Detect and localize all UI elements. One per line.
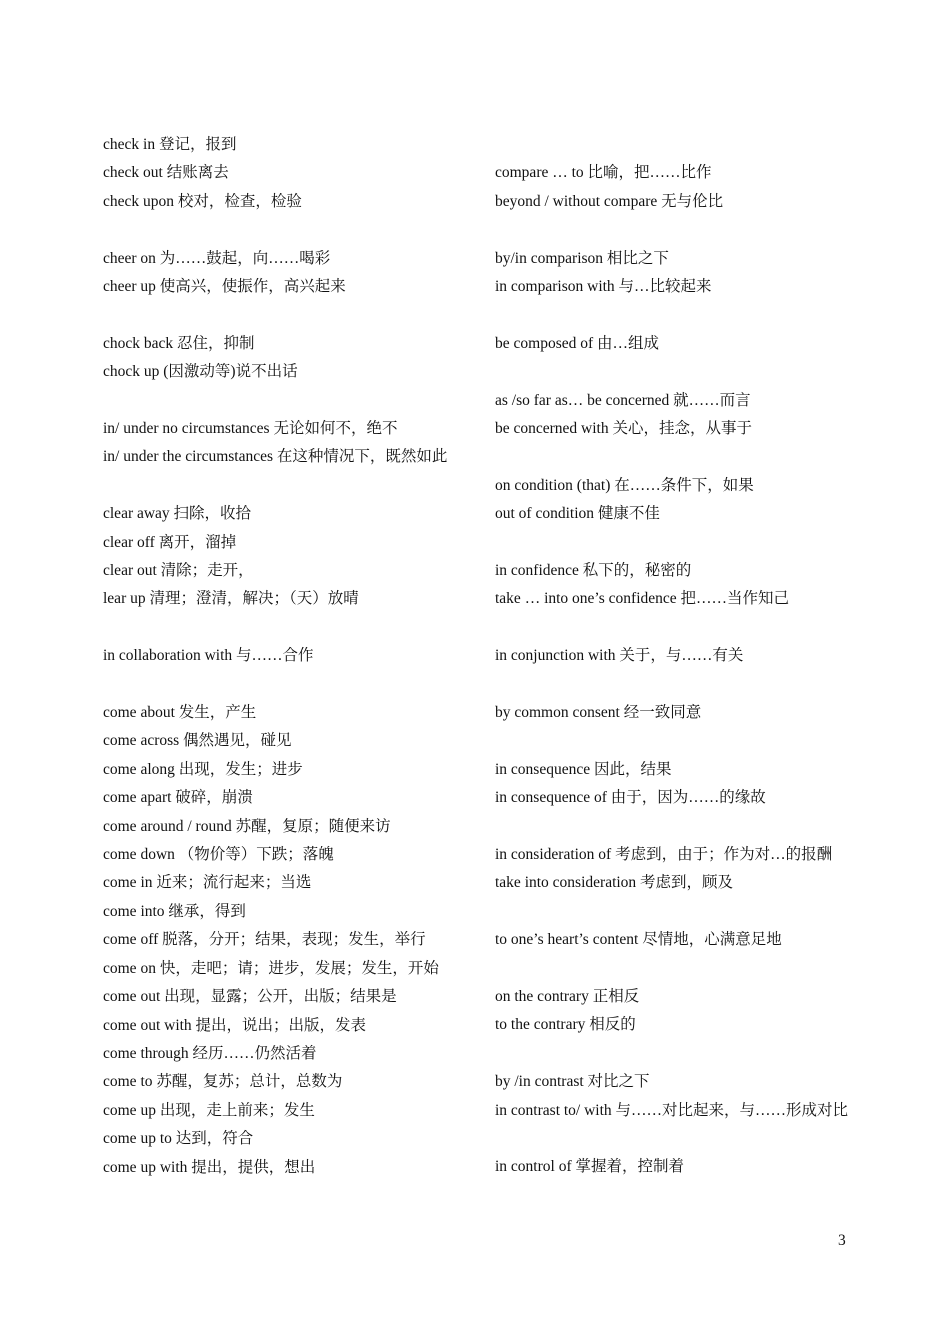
blank-line xyxy=(103,671,468,699)
phrase-entry: come up with 提出，提供，想出 xyxy=(103,1158,316,1176)
phrase-entry: come out 出现，显露；公开，出版；结果是 xyxy=(103,988,397,1006)
phrase-entry: come up 出现，走上前来；发生 xyxy=(103,1101,315,1119)
blank-line xyxy=(103,216,468,244)
page-number: 3 xyxy=(838,1232,846,1249)
phrase-entry: cheer on 为……鼓起，向……喝彩 xyxy=(103,249,331,267)
phrase-entry: out of condition 健康不佳 xyxy=(495,505,660,523)
blank-line xyxy=(103,301,468,329)
blank-line xyxy=(495,301,855,329)
phrase-entry: take into consideration 考虑到，顾及 xyxy=(495,874,734,892)
phrase-entry: check in 登记，报到 xyxy=(103,136,237,153)
phrase-entry: come through 经历……仍然活着 xyxy=(103,1044,317,1062)
phrase-entry: in control of 掌握着，控制着 xyxy=(495,1158,684,1176)
blank-line xyxy=(495,898,855,926)
phrase-entry: on condition (that) 在……条件下，如果 xyxy=(495,476,754,494)
blank-line xyxy=(495,443,855,471)
phrase-entry: come on 快，走吧；请；进步，发展；发生，开始 xyxy=(103,959,439,977)
phrase-entry: come in 近来；流行起来；当选 xyxy=(103,874,312,892)
phrase-entry: in comparison with 与…比较起来 xyxy=(495,278,712,295)
phrase-entry: by/in comparison 相比之下 xyxy=(495,249,669,267)
blank-line xyxy=(495,1125,855,1153)
phrase-entry: in confidence 私下的，秘密的 xyxy=(495,562,692,579)
blank-line xyxy=(495,529,855,557)
phrase-entry: take … into one’s confidence 把……当作知己 xyxy=(495,590,790,608)
phrase-entry: come out with 提出，说出；出版，发表 xyxy=(103,1016,367,1034)
phrase-entry: be composed of 由…组成 xyxy=(495,334,660,352)
phrase-entry: check upon 校对，检查，检验 xyxy=(103,192,302,210)
phrase-entry: in collaboration with 与……合作 xyxy=(103,647,314,665)
phrase-entry: chock up (因激动等)说不出话 xyxy=(103,363,298,381)
phrase-entry: be concerned with 关心，挂念，从事于 xyxy=(495,420,752,437)
phrase-entry: clear off 离开，溜掉 xyxy=(103,533,237,551)
phrase-entry: clear away 扫除，收拾 xyxy=(103,505,252,523)
phrase-entry: come apart 破碎，崩溃 xyxy=(103,789,253,807)
left-column xyxy=(103,131,468,1182)
phrase-entry: in/ under the circumstances 在这种情况下，既然如此 xyxy=(103,448,448,466)
phrase-entry: in consequence of 由于，因为……的缘故 xyxy=(495,789,766,807)
phrase-entry: compare … to 比喻，把……比作 xyxy=(495,164,712,182)
blank-line xyxy=(103,614,468,642)
blank-line xyxy=(495,727,855,755)
blank-line xyxy=(495,358,855,386)
phrase-entry: come down （物价等）下跌；落魄 xyxy=(103,846,334,864)
phrase-entry: by /in contrast 对比之下 xyxy=(495,1073,650,1091)
phrase-entry: come across 偶然遇见，碰见 xyxy=(103,732,292,750)
phrase-entry: come off 脱落，分开；结果，表现；发生，举行 xyxy=(103,931,426,949)
phrase-entry: chock back 忍住，抑制 xyxy=(103,334,255,352)
phrase-entry: come into 继承，得到 xyxy=(103,902,246,920)
phrase-entry: in consequence 因此，结果 xyxy=(495,760,672,778)
phrase-entry: in/ under no circumstances 无论如何不，绝不 xyxy=(103,420,398,438)
blank-line xyxy=(495,131,855,159)
blank-line xyxy=(495,1040,855,1068)
phrase-entry: by common consent 经一致同意 xyxy=(495,704,702,721)
phrase-entry: as /so far as… be concerned 就……而言 xyxy=(495,391,751,409)
phrase-entry: come around / round 苏醒，复原；随便来访 xyxy=(103,817,391,835)
phrase-entry: check out 结账离去 xyxy=(103,164,229,182)
phrase-entry: on the contrary 正相反 xyxy=(495,988,640,1005)
blank-line xyxy=(103,387,468,415)
phrase-entry: in contrast to/ with 与……对比起来，与……形成对比 xyxy=(495,1101,849,1119)
blank-line xyxy=(495,671,855,699)
right-column xyxy=(495,131,855,1182)
phrase-entry: in consideration of 考虑到，由于；作为对…的报酬 xyxy=(495,846,833,863)
blank-line xyxy=(495,614,855,642)
phrase-entry: cheer up 使高兴，使振作，高兴起来 xyxy=(103,278,346,296)
blank-line xyxy=(103,472,468,500)
phrase-entry: to the contrary 相反的 xyxy=(495,1016,636,1034)
phrase-entry: in conjunction with 关于，与……有关 xyxy=(495,647,744,665)
phrase-entry: lear up 清理；澄清，解决；（天）放晴 xyxy=(103,590,359,608)
phrase-entry: beyond / without compare 无与伦比 xyxy=(495,192,724,210)
blank-line xyxy=(495,216,855,244)
phrase-entry: come up to 达到，符合 xyxy=(103,1130,254,1148)
blank-line xyxy=(495,813,855,841)
phrase-entry: come about 发生，产生 xyxy=(103,704,257,722)
blank-line xyxy=(495,955,855,983)
phrase-entry: come along 出现，发生；进步 xyxy=(103,760,303,778)
phrase-entry: to one’s heart’s content 尽情地，心满意足地 xyxy=(495,931,782,949)
phrase-entry: clear out 清除；走开， xyxy=(103,562,254,580)
phrase-entry: come to 苏醒，复苏；总计，总数为 xyxy=(103,1073,343,1091)
